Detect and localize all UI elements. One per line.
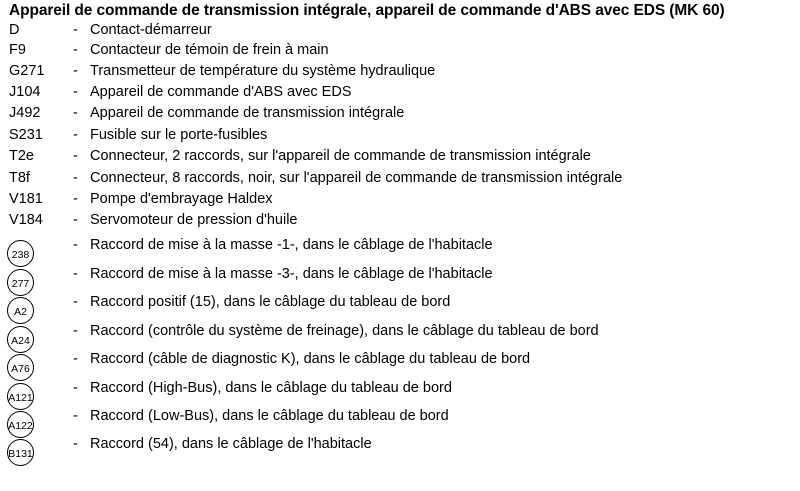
connector-description: Raccord (54), dans le câblage de l'habitacle [90, 436, 372, 452]
separator-dash: - [73, 84, 78, 100]
separator-dash: - [73, 22, 78, 38]
legend-row [0, 105, 800, 125]
separator-dash: - [73, 323, 78, 339]
component-code: V181 [9, 191, 43, 207]
legend-row [0, 212, 800, 232]
component-description: Contact-démarreur [90, 22, 212, 38]
component-description: Servomoteur de pression d'huile [90, 212, 298, 228]
connector-circle-symbol: A121 [7, 383, 34, 410]
component-code: T8f [9, 170, 30, 186]
legend-row-circled [0, 408, 800, 434]
separator-dash: - [73, 380, 78, 396]
separator-dash: - [73, 191, 78, 207]
component-description: Pompe d'embrayage Haldex [90, 191, 273, 207]
legend-row-circled [0, 380, 800, 406]
legend-row-circled [0, 237, 800, 263]
component-code: J104 [9, 84, 41, 100]
connector-description: Raccord de mise à la masse -3-, dans le câblage de l'habitacle [90, 266, 493, 282]
legend-title: Appareil de commande de transmission intégrale, appareil de commande d'ABS avec EDS (MK 60) [9, 2, 725, 19]
separator-dash: - [73, 294, 78, 310]
connector-circle-symbol: A24 [7, 326, 34, 353]
connector-circle-symbol: B131 [7, 439, 34, 466]
connector-description: Raccord de mise à la masse -1-, dans le câblage de l'habitacle [90, 237, 493, 253]
separator-dash: - [73, 105, 78, 121]
separator-dash: - [73, 127, 78, 143]
component-description: Contacteur de témoin de frein à main [90, 42, 329, 58]
legend-row [0, 22, 800, 42]
connector-description: Raccord (High-Bus), dans le câblage du tableau de bord [90, 380, 452, 396]
legend-row [0, 63, 800, 83]
legend-row-circled [0, 294, 800, 320]
component-description: Connecteur, 8 raccords, noir, sur l'appareil de commande de transmission intégrale [90, 170, 623, 186]
separator-dash: - [73, 408, 78, 424]
legend-row [0, 148, 800, 168]
component-description: Fusible sur le porte-fusibles [90, 127, 268, 143]
component-code: T2e [9, 148, 34, 164]
separator-dash: - [73, 436, 78, 452]
connector-description: Raccord (câble de diagnostic K), dans le câblage du tableau de bord [90, 351, 531, 367]
separator-dash: - [73, 148, 78, 164]
component-code: J492 [9, 105, 41, 121]
component-code: F9 [9, 42, 26, 58]
connector-description: Raccord (contrôle du système de freinage), dans le câblage du tableau de bord [90, 323, 599, 339]
component-code: V184 [9, 212, 43, 228]
component-description: Connecteur, 2 raccords, sur l'appareil de commande de transmission intégrale [90, 148, 591, 164]
component-description: Appareil de commande de transmission intégrale [90, 105, 405, 121]
connector-circle-symbol: A2 [7, 297, 34, 324]
legend-row [0, 42, 800, 62]
component-description: Transmetteur de température du système hydraulique [90, 63, 436, 79]
separator-dash: - [73, 42, 78, 58]
separator-dash: - [73, 63, 78, 79]
legend-row [0, 191, 800, 211]
legend-row-circled [0, 436, 800, 462]
legend-row-circled [0, 351, 800, 377]
connector-description: Raccord positif (15), dans le câblage du tableau de bord [90, 294, 451, 310]
connector-description: Raccord (Low-Bus), dans le câblage du tableau de bord [90, 408, 449, 424]
separator-dash: - [73, 170, 78, 186]
connector-circle-symbol: 277 [7, 269, 34, 296]
legend-row [0, 127, 800, 147]
separator-dash: - [73, 237, 78, 253]
component-description: Appareil de commande d'ABS avec EDS [90, 84, 352, 100]
component-code: D [9, 22, 20, 38]
component-code: S231 [9, 127, 43, 143]
separator-dash: - [73, 212, 78, 228]
component-code: G271 [9, 63, 45, 79]
separator-dash: - [73, 351, 78, 367]
legend-row [0, 84, 800, 104]
legend-row-circled [0, 266, 800, 292]
separator-dash: - [73, 266, 78, 282]
connector-circle-symbol: 238 [7, 240, 34, 267]
legend-row-circled [0, 323, 800, 349]
connector-circle-symbol: A122 [7, 411, 34, 438]
connector-circle-symbol: A76 [7, 354, 34, 381]
legend-row [0, 170, 800, 190]
